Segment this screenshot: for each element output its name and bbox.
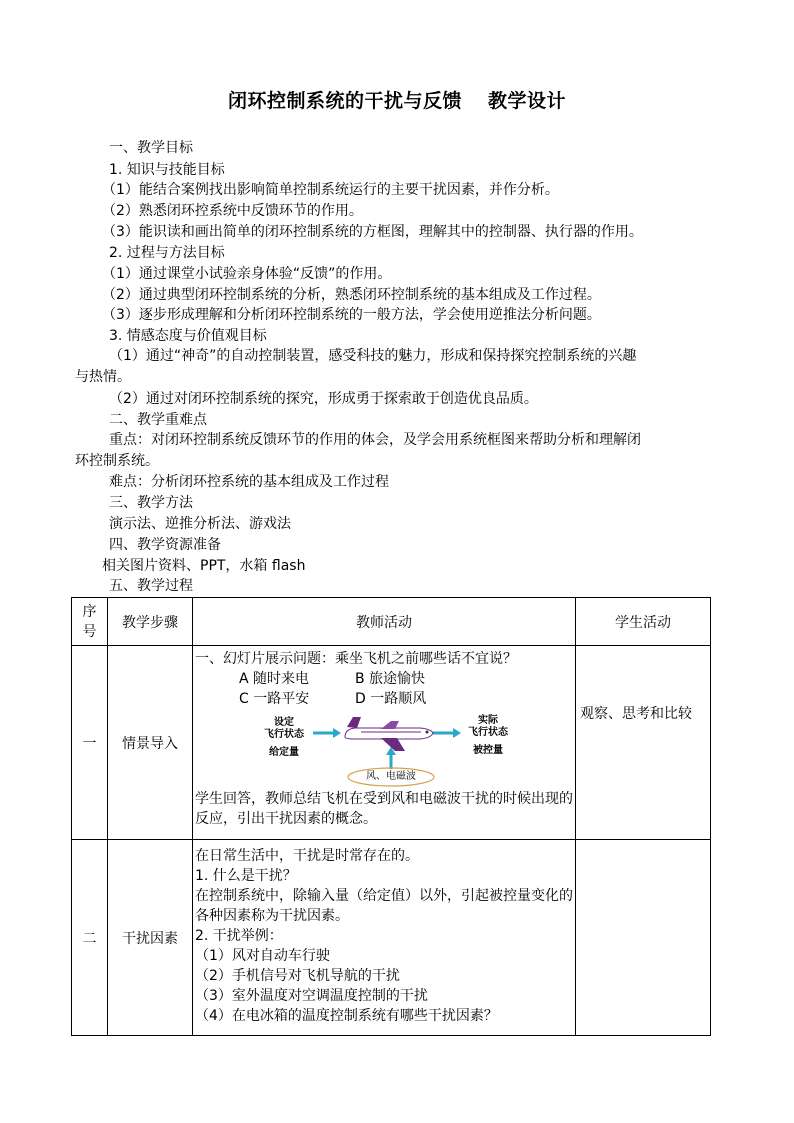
row-step: 情景导入 — [108, 646, 193, 840]
body-line: （2）熟悉闭环控系统中反馈环节的作用。 — [102, 203, 363, 219]
title-sub: 教学设计 — [488, 90, 567, 112]
row-student-activity: 观察、思考和比较 — [576, 646, 711, 840]
airplane-icon — [345, 717, 433, 751]
diagram-disturbance-label: 风、电磁波 — [366, 771, 416, 782]
option-a: A 随时来电 — [239, 671, 310, 687]
option-d: D 一路顺风 — [355, 691, 427, 707]
airplane-diagram — [195, 711, 573, 787]
option-b: B 旅途愉快 — [355, 671, 426, 687]
body-line: （1）通过“神奇”的自动控制装置，感受科技的魅力，形成和保持探究控制系统的兴趣 — [109, 348, 637, 364]
diagram-right-sub: 被控量 — [473, 745, 503, 756]
header-num: 序号 — [72, 598, 108, 646]
teacher-line: 在日常生活中，干扰是时常存在的。 — [195, 848, 419, 864]
title-main: 闭环控制系统的干扰与反馈 — [227, 90, 462, 112]
body-line: （1）通过课堂小试验亲身体验“反馈”的作用。 — [102, 266, 392, 282]
body-line: 与热情。 — [75, 369, 131, 385]
row-num: 一 — [72, 646, 108, 840]
teacher-line: 2. 干扰举例： — [195, 928, 283, 944]
teacher-line: 1. 什么是干扰？ — [195, 868, 297, 884]
arrow-in-head — [333, 728, 341, 738]
section-heading: 一、教学目标 — [109, 140, 193, 156]
table-row — [72, 646, 711, 840]
header-student: 学生活动 — [576, 598, 711, 646]
row-num: 二 — [72, 840, 108, 1036]
body-line: （2）通过典型闭环控制系统的分析，熟悉闭环控制系统的基本组成及工作过程。 — [102, 287, 601, 303]
diagram-left-label: 设定 飞行状态 — [264, 717, 304, 740]
question-text: 一、幻灯片展示问题：乘坐飞机之前哪些话不宜说？ — [195, 651, 517, 667]
section-heading: 四、教学资源准备 — [109, 537, 221, 553]
body-line: （2）通过对闭环控制系统的探究，形成勇于探索敢于创造优良品质。 — [109, 391, 538, 407]
diagram-right-label: 实际 飞行状态 — [468, 715, 508, 738]
body-line: （3）能识读和画出简单的闭环控制系统的方框图，理解其中的控制器、执行器的作用。 — [102, 224, 643, 240]
table-row — [72, 840, 711, 1036]
body-line: （1）能结合案例找出影响简单控制系统运行的主要干扰因素，并作分析。 — [102, 182, 559, 198]
body-line: （3）逐步形成理解和分析闭环控制系统的一般方法，学会使用逆推法分析问题。 — [102, 307, 601, 323]
diagram-left-sub: 给定量 — [269, 747, 299, 758]
arrow-out-head — [453, 728, 461, 738]
body-line: 重点：对闭环控制系统反馈环节的作用的体会，及学会用系统框图来帮助分析和理解闭 — [109, 432, 641, 448]
page-title — [0, 86, 794, 113]
section-heading: 三、教学方法 — [109, 495, 193, 511]
summary-text: 学生回答，教师总结飞机在受到风和电磁波干扰的时候出现的反应，引出干扰因素的概念。 — [195, 791, 573, 827]
teacher-line: 在控制系统中，除输入量（给定值）以外，引起被控量变化的各种因素称为干扰因素。 — [195, 888, 573, 924]
section-heading: 五、教学过程 — [109, 578, 193, 594]
body-line: 相关图片资料、PPT，水箱 flash — [102, 558, 306, 574]
header-step: 教学步骤 — [108, 598, 193, 646]
subsection-heading: 1. 知识与技能目标 — [109, 162, 225, 178]
body-line: 难点：分析闭环控系统的基本组成及工作过程 — [109, 474, 389, 490]
row-step: 干扰因素 — [108, 840, 193, 1036]
section-heading: 二、教学重难点 — [109, 412, 207, 428]
teaching-process-table — [71, 597, 711, 1036]
option-c: C 一路平安 — [239, 691, 310, 707]
subsection-heading: 3. 情感态度与价值观目标 — [109, 328, 267, 344]
teacher-line: （3）室外温度对空调温度控制的干扰 — [195, 988, 428, 1004]
header-teacher: 教师活动 — [193, 598, 576, 646]
teacher-line: （4）在电冰箱的温度控制系统有哪些干扰因素？ — [195, 1008, 498, 1024]
options-row — [195, 669, 573, 689]
row-teacher-activity — [193, 840, 576, 1036]
body-line: 演示法、逆推分析法、游戏法 — [109, 516, 291, 532]
body-line: 环控制系统。 — [75, 453, 159, 469]
table-header-row — [72, 598, 711, 646]
row-student-activity — [576, 840, 711, 1036]
subsection-heading: 2. 过程与方法目标 — [109, 245, 225, 261]
teacher-line: （2）手机信号对飞机导航的干扰 — [195, 968, 400, 984]
row-teacher-activity — [193, 646, 576, 840]
options-row — [195, 689, 573, 709]
teacher-line: （1）风对自动车行驶 — [195, 948, 330, 964]
